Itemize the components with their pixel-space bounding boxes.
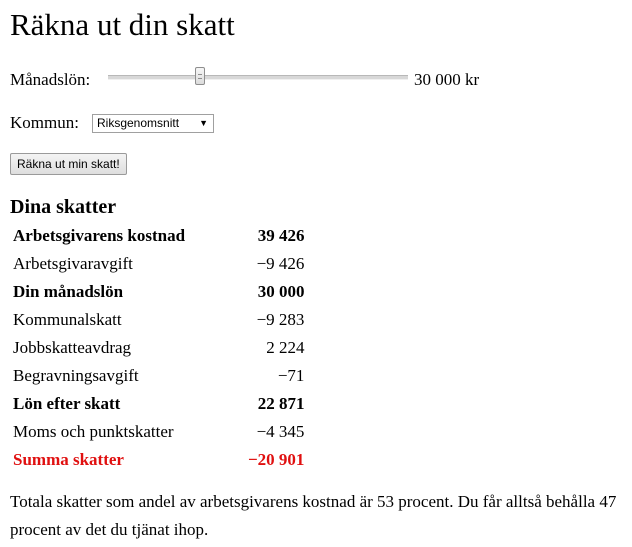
tax-row [10,278,307,306]
tax-row-label: Jobbskatteavdrag [13,338,132,357]
tax-row-label: Summa skatter [13,450,124,469]
tax-row-value: 2 224 [266,338,305,357]
tax-row-value: −9 426 [256,254,305,273]
tax-table [10,222,307,474]
taxes-heading: Dina skatter [10,196,117,218]
tax-row-label: Moms och punktskatter [13,422,174,441]
tax-row-value: −20 901 [248,450,305,469]
slider-track[interactable] [108,75,408,80]
tax-row-value: 39 426 [257,226,305,245]
tax-row [10,250,307,278]
salary-label: Månadslön: [10,70,91,89]
salary-row [10,67,622,93]
tax-row-value: −71 [277,366,305,385]
kommun-label: Kommun: [10,113,79,132]
calculate-button[interactable]: Räkna ut min skatt! [10,153,127,175]
tax-row [10,222,307,250]
tax-row [10,362,307,390]
tax-row-label: Arbetsgivaravgift [13,254,133,273]
tax-row-label: Kommunalskatt [13,310,122,329]
tax-row [10,446,307,474]
tax-row-value: 22 871 [257,394,305,413]
kommun-select[interactable] [92,114,214,133]
tax-row-value: 30 000 [257,282,305,301]
tax-row [10,418,307,446]
kommun-selected-value: Riksgenomsnitt [97,116,180,130]
tax-row [10,334,307,362]
tax-row-label: Begravningsavgift [13,366,139,385]
summary-text: Totala skatter som andel av arbetsgivarens kostnad är 53 procent. Du får alltså behålla 47 procent av det du tjänat ihop. [10,492,617,539]
page-title: Räkna ut din skatt [10,7,235,42]
salary-slider[interactable] [108,67,408,89]
tax-row [10,306,307,334]
tax-row-label: Din månadslön [13,282,124,301]
tax-row-value: −4 345 [256,422,305,441]
slider-thumb[interactable] [195,67,205,85]
tax-row-label: Lön efter skatt [13,394,121,413]
tax-row-value: −9 283 [256,310,305,329]
tax-row [10,390,307,418]
tax-row-label: Arbetsgivarens kostnad [13,226,186,245]
salary-value: 30 000 kr [414,70,480,89]
chevron-down-icon: ▼ [199,118,208,128]
